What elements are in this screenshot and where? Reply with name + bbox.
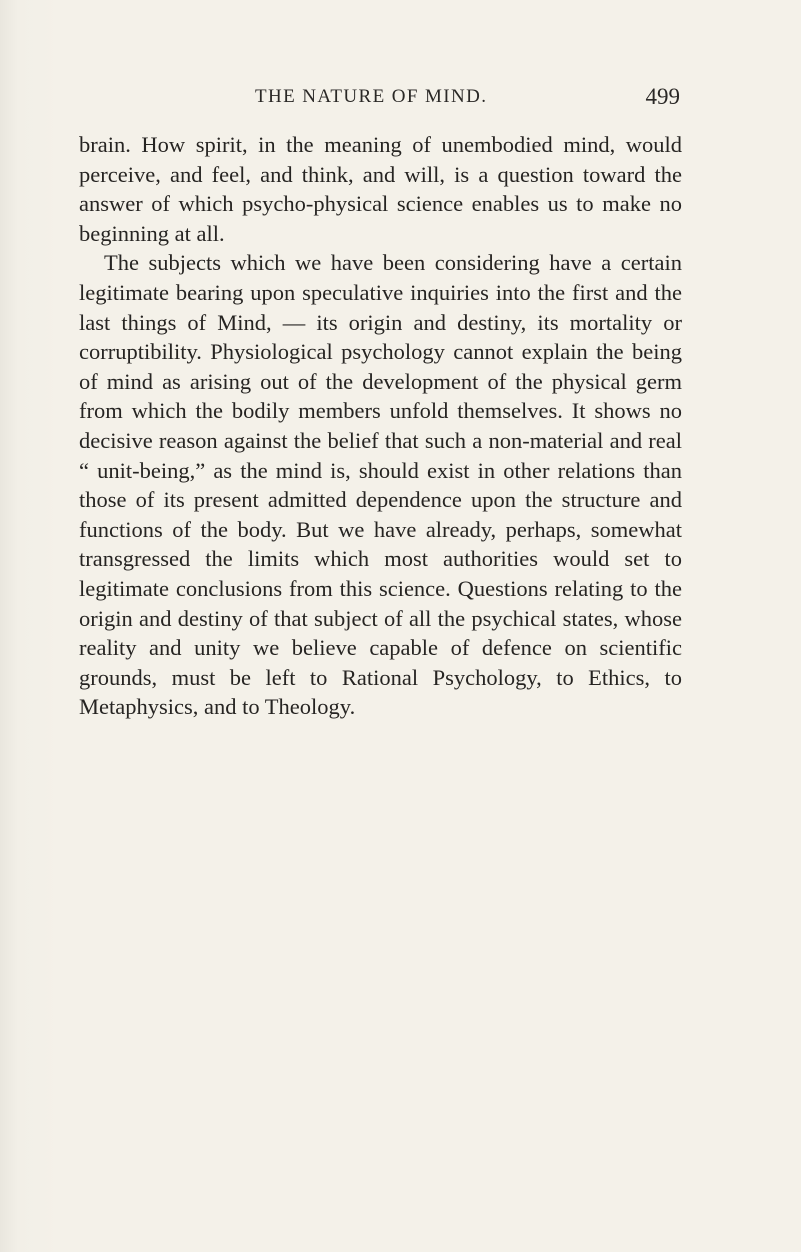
page-number: 499: [645, 84, 680, 109]
running-title: THE NATURE OF MIND.: [255, 86, 488, 107]
paragraph: The subjects which we have been considering have a certain legitimate bearing upon speculative inquiries into the first and the last things of Mind, — its origin and destiny, its mortality or corruptibility. Physiological psychology cannot explain the being of mind as arising out of the development of the physical germ from which the bodily members unfold themselves. It shows no decisive reason against the belief that such a non-material and real “ unit-being,” as the mind is, should exist in other relations than those of its present admitted dependence upon the structure and functions of the body. But we have already, perhaps, somewhat transgressed the limits which most authorities would set to legitimate conclusions from this science. Questions relating to the origin and destiny of that subject of all the psychical states, whose reality and unity we believe capable of defence on scientific grounds, must be left to Rational Psychology, to Ethics, to Metaphysics, and to Theology.: [79, 250, 682, 720]
body-text: [79, 130, 682, 722]
page-header: [255, 86, 680, 116]
paragraph-continued: brain. How spirit, in the meaning of unembodied mind, would perceive, and feel, and think, and will, is a question toward the answer of which psycho-physical science enables us to make no beginning at all.: [79, 132, 682, 246]
